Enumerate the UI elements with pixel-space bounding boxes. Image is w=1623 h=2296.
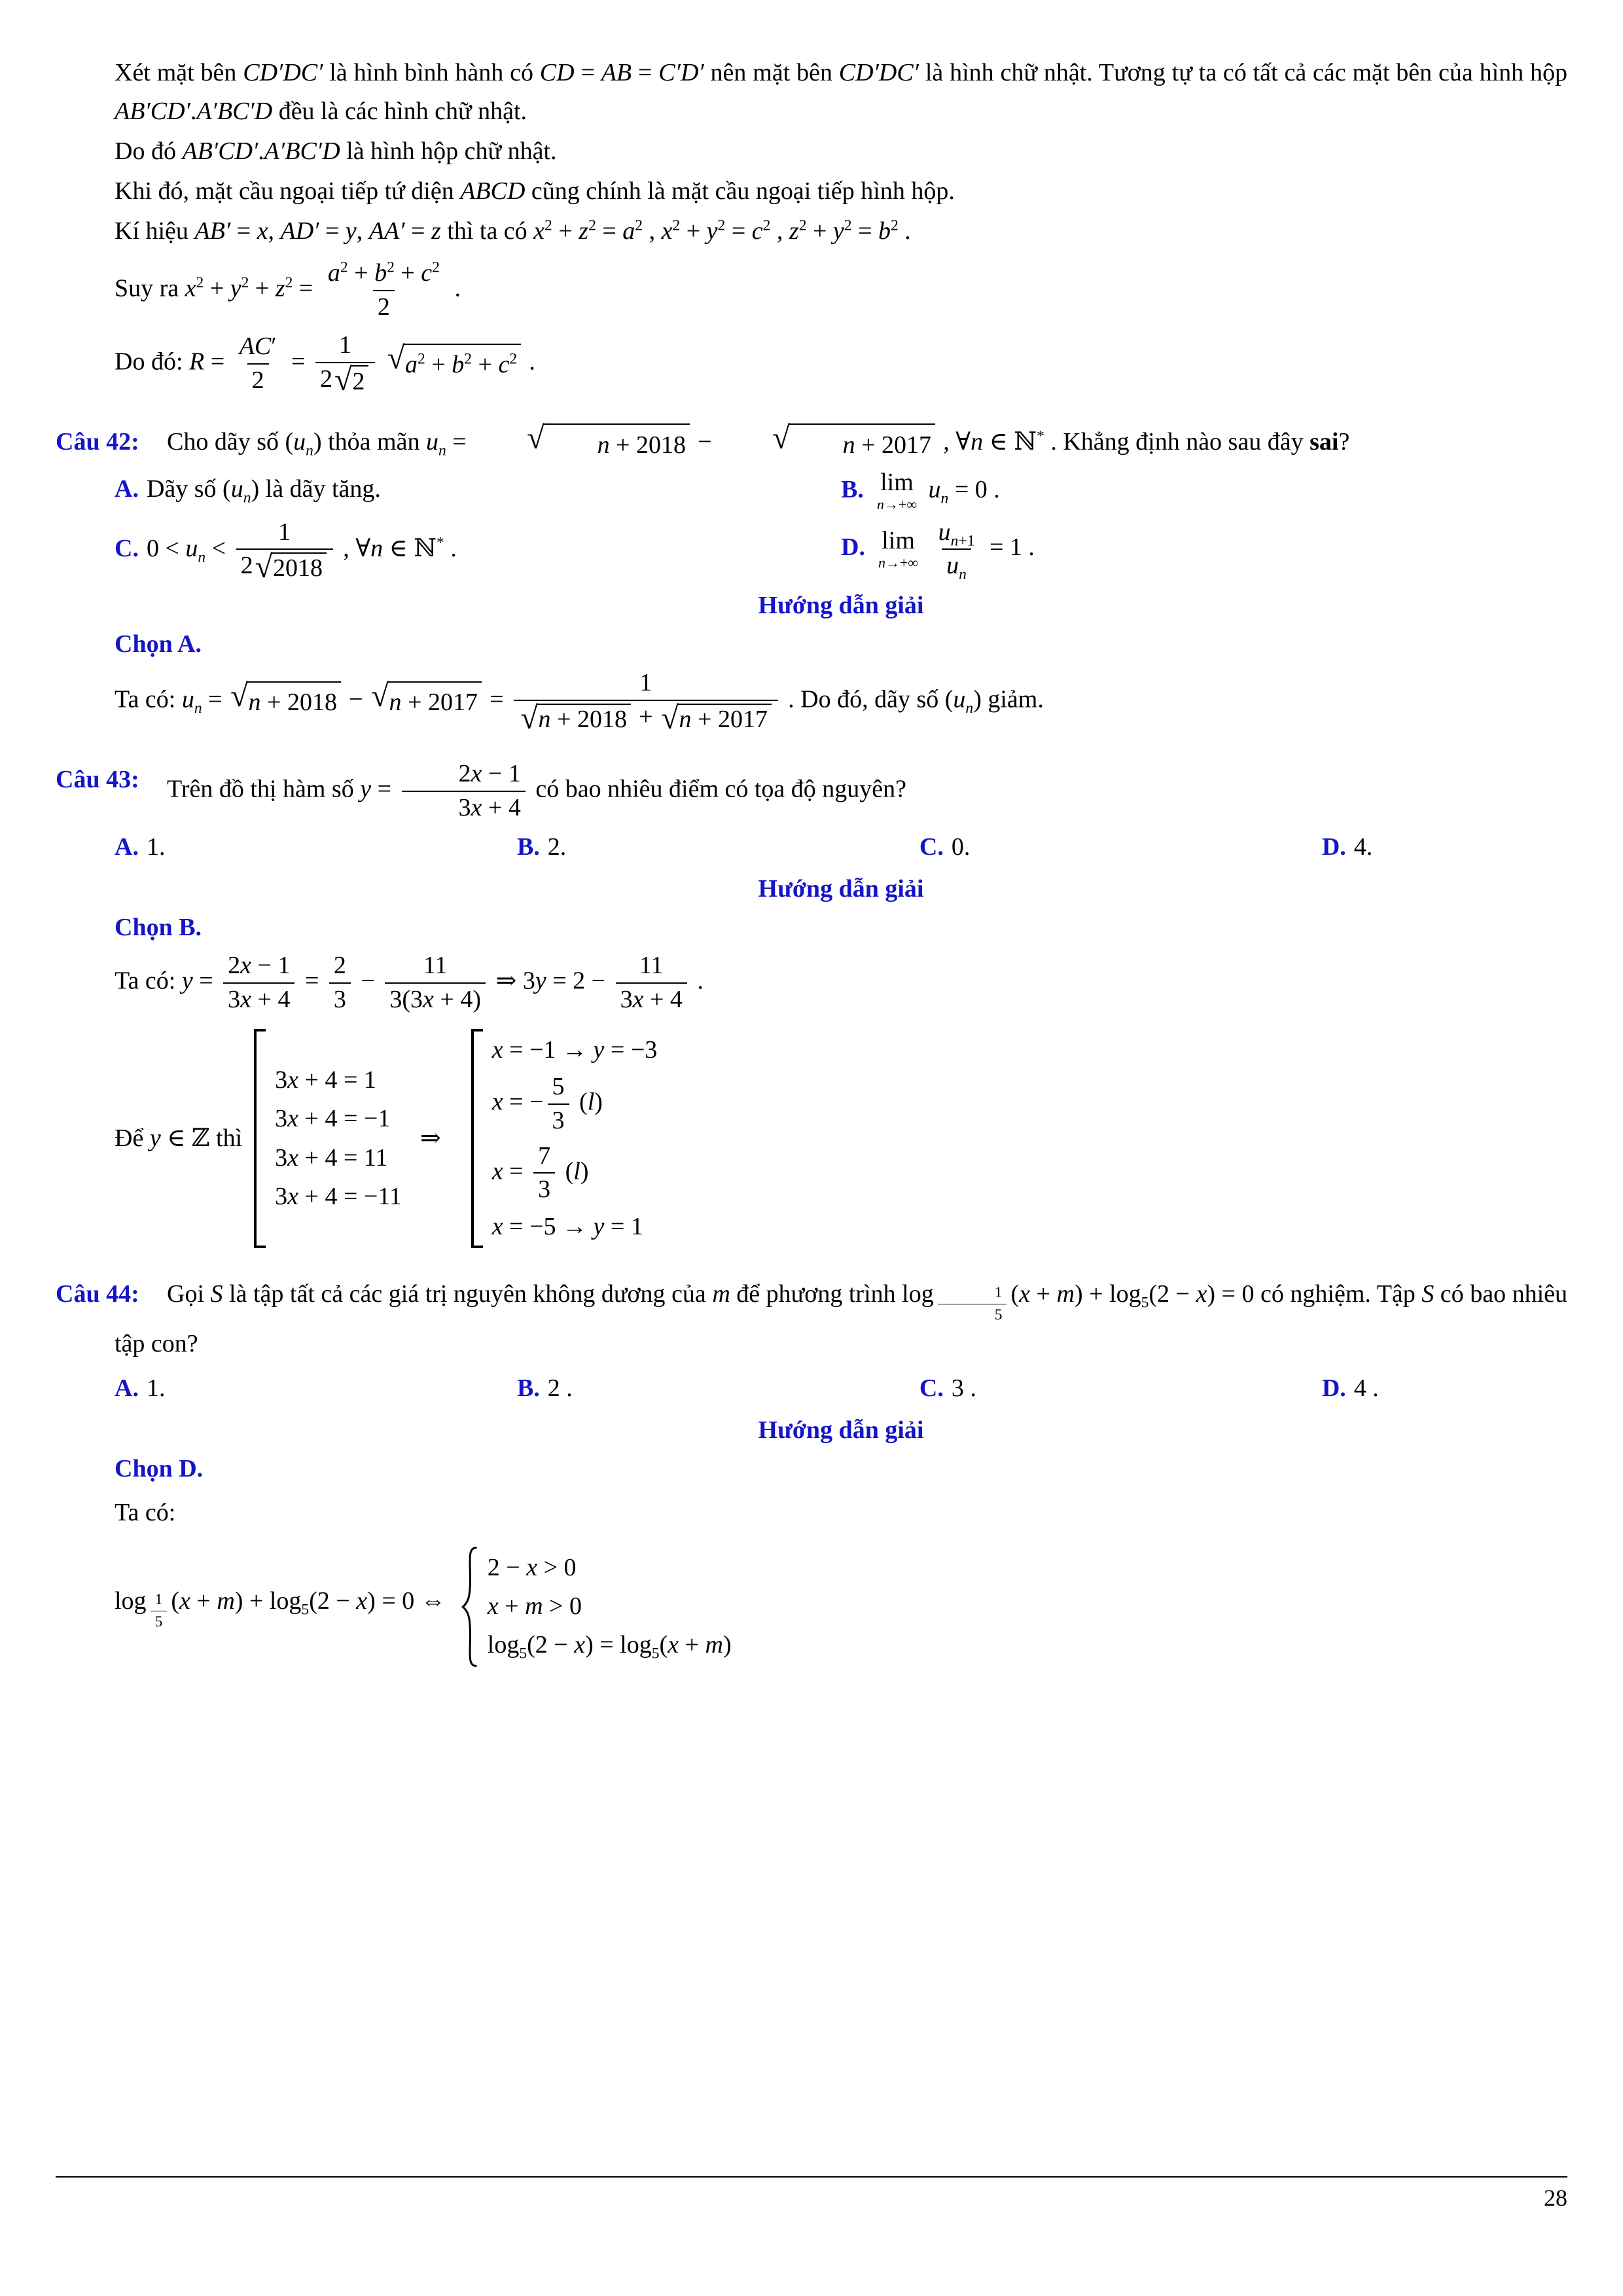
option-letter: A. xyxy=(115,1374,139,1402)
option-letter: C. xyxy=(919,833,944,861)
option-text: 2. xyxy=(547,833,567,861)
option-text: 4. xyxy=(1353,833,1373,861)
cases-derivation xyxy=(115,1029,1567,1249)
case-line: x = −1 → y = −3 xyxy=(491,1035,658,1064)
display-equation: Suy ra $x^2 + y^2 + z^2$ = $\frac{a^2 + b^2 + c^2}{2}$ . xyxy=(115,259,461,321)
option-text: lim n→+∞ $\frac{u_{n+1}}{u_n}$ = 1 . xyxy=(878,518,1035,583)
solution-line: Ta có: xyxy=(115,1498,176,1526)
options-row xyxy=(115,1369,1567,1408)
case-line: x = $\frac{7}{3}$ (l) xyxy=(491,1141,589,1204)
system-line: $\log_5(2 - x) = \log_5(x + m)$ xyxy=(487,1631,732,1662)
solution-heading: Hướng dẫn giải xyxy=(758,1416,924,1444)
option-text: $0 < u_n$ < 1 2 √ 2018 , ∀n ∈ ℕ* . xyxy=(146,518,457,585)
question-42 xyxy=(56,422,1567,734)
case-line: x = −5 → y = 1 xyxy=(491,1212,643,1240)
display-equation: Do đó: R = $\frac{AC'}{2}$ = 1 2 √ 2 √ $a^2 + b^2 + c^2$ . xyxy=(115,331,535,398)
option-letter: B. xyxy=(841,475,864,503)
solution-heading: Hướng dẫn giải xyxy=(758,592,924,620)
page-footer xyxy=(56,2176,1567,2212)
option-b xyxy=(517,1369,919,1408)
left-brace-icon xyxy=(459,1547,478,1667)
case-line: 3x + 4 = 1 xyxy=(275,1066,376,1094)
left-bracket-icon xyxy=(471,1029,483,1249)
option-letter: D. xyxy=(841,533,865,562)
question-number: Câu 42: xyxy=(56,428,139,456)
paragraph: Kí hiệu AB′ = x, AD′ = y, AA′ = z thì ta có $x^2 + z^2 = a^2$ , $x^2 + y^2 = c^2$ , $z^2 + y^2 = b^2$ . xyxy=(115,216,911,245)
question-44 xyxy=(56,1274,1567,1666)
option-letter: D. xyxy=(1321,1374,1346,1402)
options-row xyxy=(115,828,1567,867)
option-b xyxy=(841,470,1567,512)
option-b xyxy=(517,828,919,867)
cases-column xyxy=(266,1059,402,1219)
option-letter: D. xyxy=(1321,833,1346,861)
option-text: Dãy số $(u_n)$ là dãy tăng. xyxy=(146,475,381,507)
intro-section xyxy=(56,54,1567,396)
question-number: Câu 43: xyxy=(56,766,139,794)
question-text: Gọi S là tập tất cả các giá trị nguyên không dương của m để phương trình log $_{\frac{1}{5}}$ $(x + m) + \log_5(2 - x) = 0$ có nghiệm. Tập S có bao nhiêu tập con? xyxy=(115,1280,1567,1358)
cases-intro: Để y ∈ ℤ thì xyxy=(115,1124,243,1153)
question-text: Cho dãy số $(u_n)$ thỏa mãn $u_n$ = √ n + 2018 − √ n + 2017 , ∀n ∈ ℕ* . Khẳng định nào sau đây sai? xyxy=(115,422,1567,465)
option-letter: A. xyxy=(115,475,139,503)
option-a xyxy=(115,828,517,867)
system-column xyxy=(478,1547,732,1667)
system-line: 2 − x > 0 xyxy=(487,1553,577,1581)
paragraph: Do đó AB′CD′.A′BC′D là hình hộp chữ nhật. xyxy=(115,137,557,165)
case-line: 3x + 4 = −11 xyxy=(275,1183,402,1210)
option-text: 0. xyxy=(951,833,971,861)
solution-heading: Hướng dẫn giải xyxy=(758,874,924,903)
paragraph: Xét mặt bên CD′DC′ là hình bình hành có CD = AB = C′D′ nên mặt bên CD′DC′ là hình chữ nhật. Tương tự ta có tất cả các mặt bên của hình hộp AB′CD′.A′BC′D đều là các hình chữ nhật. xyxy=(115,59,1567,125)
option-letter: C. xyxy=(919,1374,944,1402)
option-text: 4 . xyxy=(1353,1374,1379,1402)
system-line: x + m > 0 xyxy=(487,1592,582,1621)
option-text: 1. xyxy=(146,833,166,861)
option-c xyxy=(115,518,841,583)
question-43 xyxy=(56,760,1567,1248)
option-c xyxy=(919,1369,1322,1408)
option-a xyxy=(115,1369,517,1408)
equivalence-system xyxy=(115,1547,1567,1667)
option-letter: C. xyxy=(115,535,139,563)
footer-rule xyxy=(56,2176,1567,2178)
option-text: 3 . xyxy=(951,1374,976,1402)
option-letter: B. xyxy=(516,833,540,861)
question-number: Câu 44: xyxy=(56,1280,139,1308)
implies-symbol: ⇒ xyxy=(419,1124,441,1153)
options-row xyxy=(115,470,1567,512)
chosen-answer: Chọn D. xyxy=(115,1454,204,1482)
option-text: 1. xyxy=(146,1374,166,1402)
chosen-answer: Chọn B. xyxy=(115,913,202,941)
option-a xyxy=(115,470,841,509)
option-c xyxy=(919,828,1322,867)
solution-line: Ta có: $u_n$ = √ n + 2018 − √ n + 2017 = 1 √ n + 2018 + √ n + 2017 . Do đó, dãy số $(u_n)$ giảm. xyxy=(115,668,1044,736)
case-line: x = − $\frac{5}{3}$ (l) xyxy=(491,1073,603,1134)
option-d xyxy=(1322,828,1623,867)
case-line: 3x + 4 = −1 xyxy=(275,1105,391,1133)
option-text: 2 . xyxy=(547,1374,573,1402)
options-row xyxy=(115,518,1567,583)
left-bracket-icon xyxy=(254,1029,266,1249)
solution-line: Ta có: y = $\frac{2x - 1}{3x + 4}$ = $\frac{2}{3}$ − $\frac{11}{3(3x + 4)}$ ⇒ 3y = 2 − $\frac{11}{3x + 4}$ . xyxy=(115,952,704,1014)
question-text: Trên đồ thị hàm số y = $\frac{2x - 1}{3x + 4}$ có bao nhiêu điểm có tọa độ nguyên? xyxy=(167,760,907,821)
option-text: lim n→+∞ $u_n = 0$ . xyxy=(876,469,1000,513)
paragraph: Khi đó, mặt cầu ngoại tiếp tứ diện ABCD cũng chính là mặt cầu ngoại tiếp hình hộp. xyxy=(115,177,955,205)
page-number: 28 xyxy=(1544,2184,1567,2211)
cases-column xyxy=(483,1029,658,1249)
option-letter: A. xyxy=(115,833,139,861)
chosen-answer: Chọn A. xyxy=(115,630,202,658)
option-d xyxy=(841,518,1567,581)
case-line: 3x + 4 = 11 xyxy=(275,1143,388,1172)
option-letter: B. xyxy=(516,1374,540,1402)
option-d xyxy=(1322,1369,1623,1408)
equation-left: log $_{\frac{1}{5}}$ $(x + m) + \log_5(2 - x) = 0$ ⇔ xyxy=(115,1587,446,1630)
